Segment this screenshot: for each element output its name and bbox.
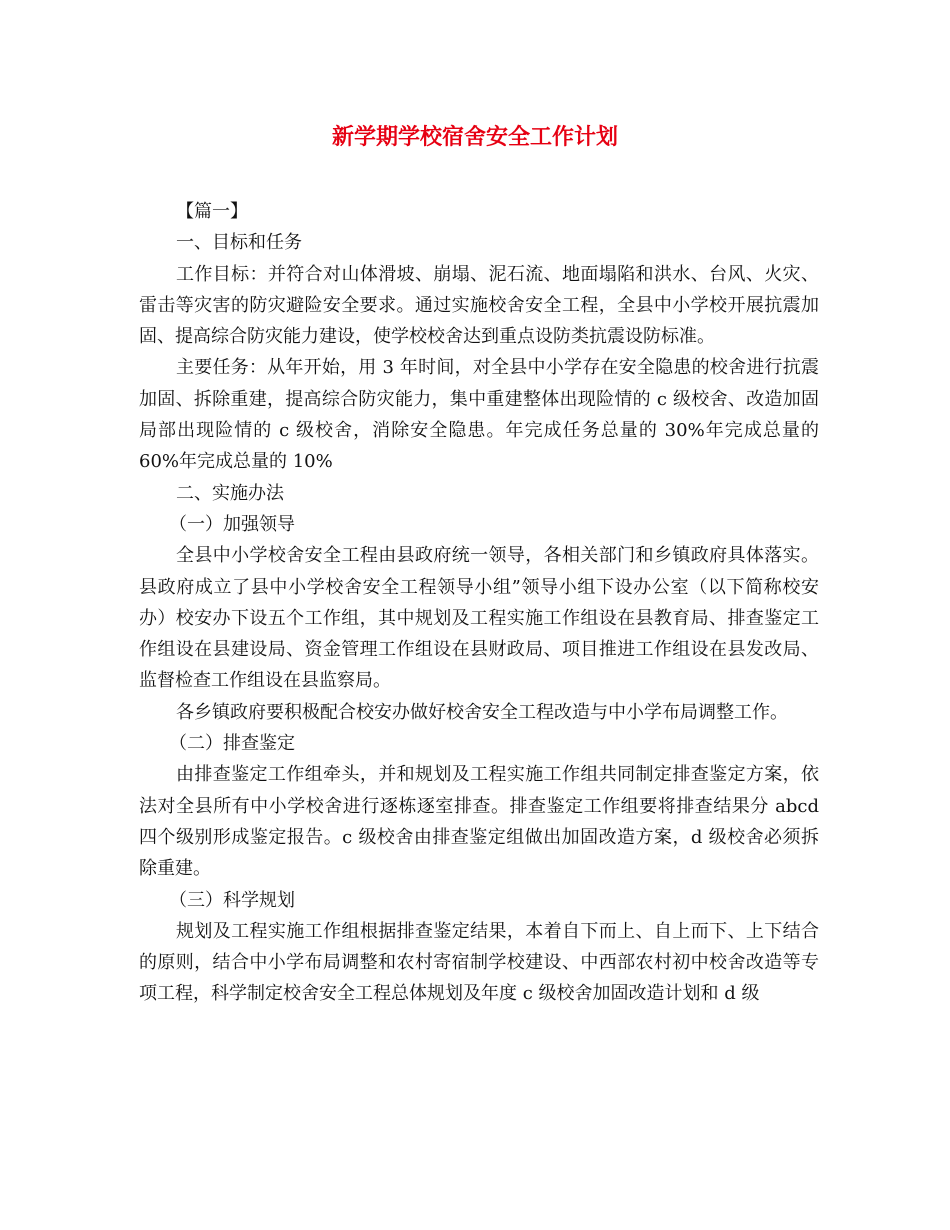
paragraph: 工作目标：并符合对山体滑坡、崩塌、泥石流、地面塌陷和洪水、台风、火灾、雷击等灾害的防灾避险安全要求。通过实施校舍安全工程，全县中小学校开展抗震加固、提高综合防灾能力建设，使学校校舍达到重点设防类抗震设防标准。: [139, 263, 819, 348]
paragraph: 由排查鉴定工作组牵头，并和规划及工程实施工作组共同制定排查鉴定方案，依法对全县所有中小学校舍进行逐栋逐室排查。排查鉴定工作组要将排查结果分 abcd 四个级别形成鉴定报告。c 级校舍由排查鉴定组做出加固改造方案，d 级校舍必须拆除重建。: [139, 764, 819, 880]
paragraph: 各乡镇政府要积极配合校安办做好校舍安全工程改造与中小学布局调整工作。: [176, 701, 788, 723]
paragraph: 规划及工程实施工作组根据排查鉴定结果，本着自下而上、自上而下、上下结合的原则，结合中小学布局调整和农村寄宿制学校建设、中西部农村初中校舍改造等专项工程，科学制定校舍安全工程总体规划及年度 c 级校舍加固改造计划和 d 级: [139, 920, 819, 1005]
document-title: 新学期学校宿舍安全工作计划: [331, 124, 618, 150]
subsection-heading: （三）科学规划: [169, 889, 295, 911]
document-body: [139, 196, 819, 1010]
subsection-heading: （一）加强领导: [169, 513, 295, 535]
paragraph: 主要任务：从年开始，用 3 年时间，对全县中小学存在安全隐患的校舍进行抗震加固、拆除重建，提高综合防灾能力，集中重建整体出现险情的 c 级校舍、改造加固局部出现险情的 c 级校舍，消除安全隐患。年完成任务总量的 30%年完成总量的 60%年完成总量的 10%: [139, 357, 819, 473]
subsection-heading: （二）排查鉴定: [169, 733, 295, 755]
section-marker: 【篇一】: [176, 201, 248, 222]
paragraph: 全县中小学校舍安全工程由县政府统一领导，各相关部门和乡镇政府具体落实。县政府成立了县中小学校舍安全工程领导小组”领导小组下设办公室（以下简称校安办）校安办下设五个工作组，其中规划及工程实施工作组设在县教育局、排查鉴定工作组设在县建设局、资金管理工作组设在县财政局、项目推进工作组设在县发改局、监督检查工作组设在县监察局。: [139, 545, 819, 692]
section-heading: 二、实施办法: [176, 482, 284, 504]
section-heading: 一、目标和任务: [176, 232, 302, 254]
